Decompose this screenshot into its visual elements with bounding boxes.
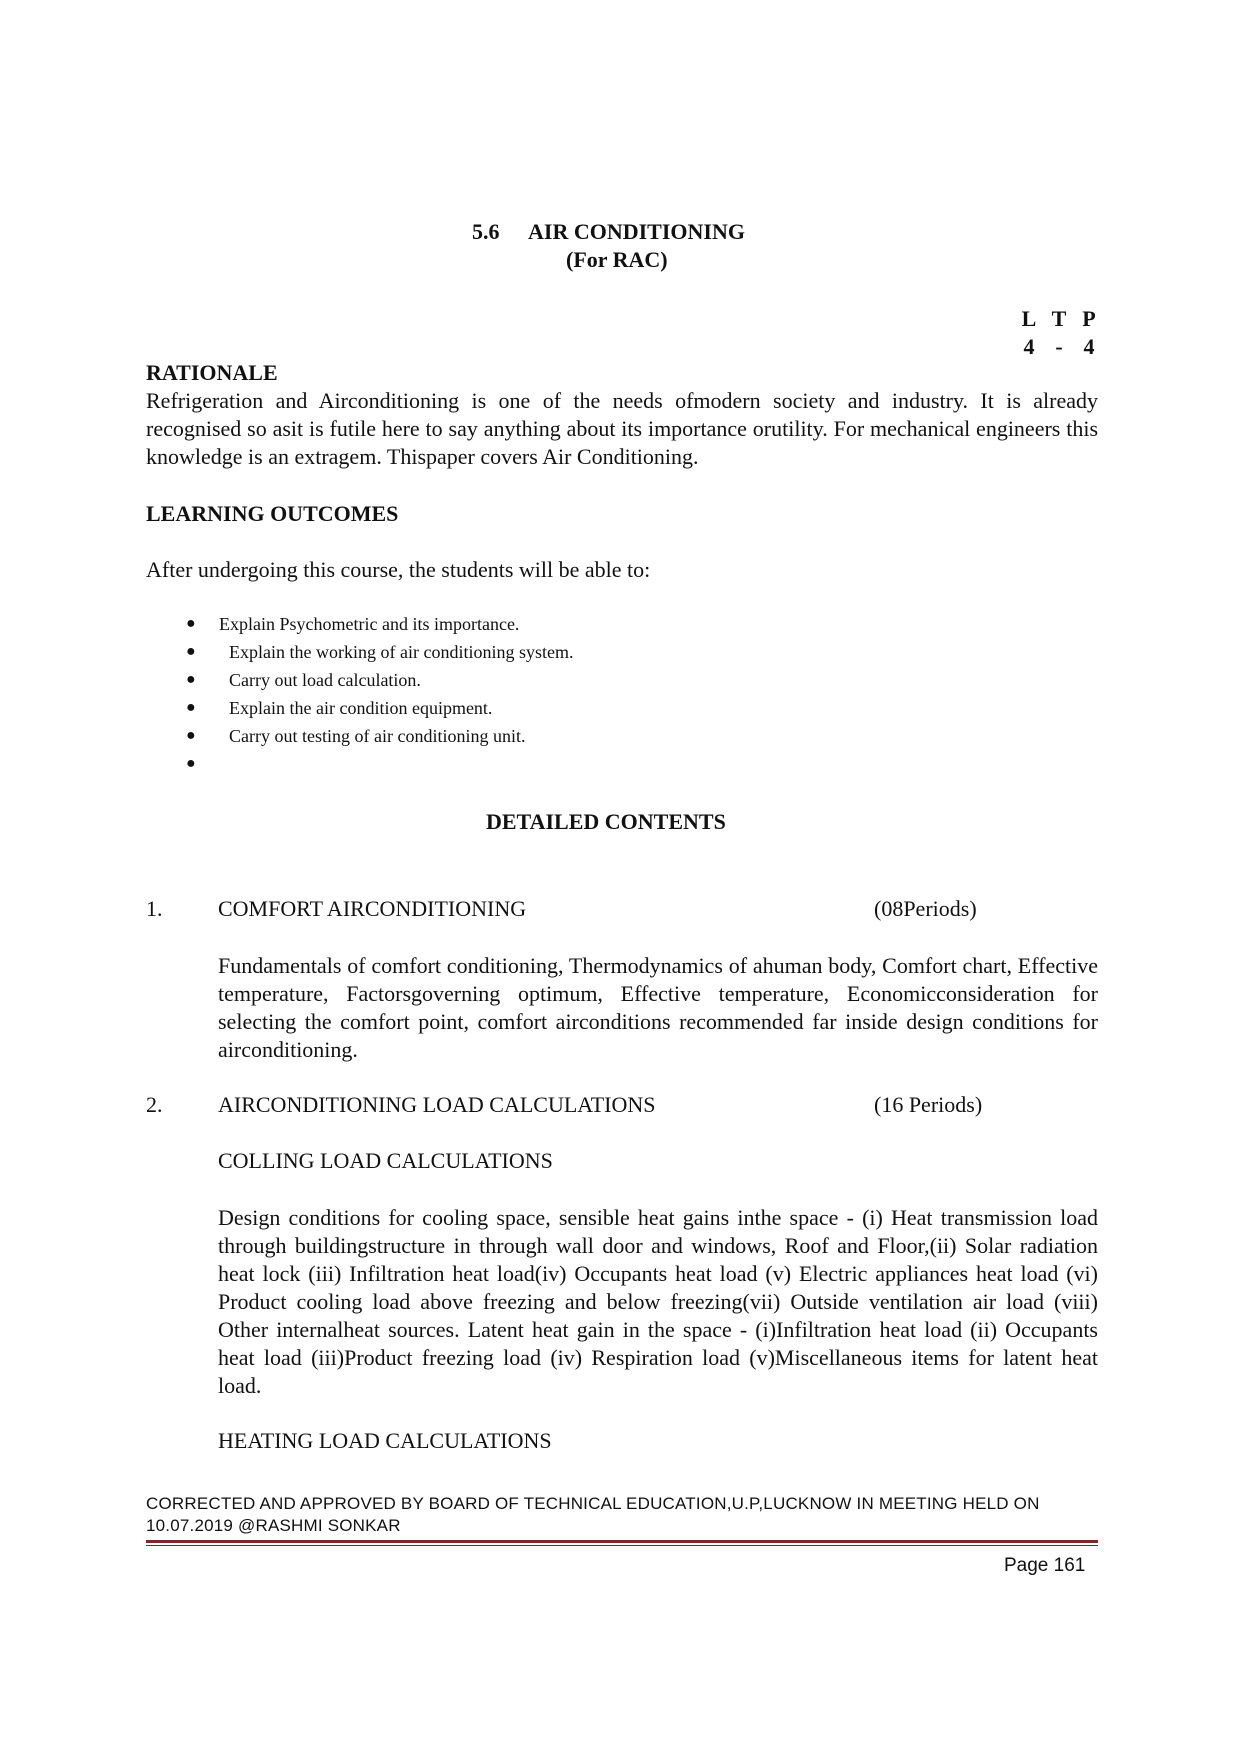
outcome-text: Explain the working of air conditioning system. xyxy=(229,642,574,662)
ltp-header-t: T xyxy=(1051,306,1067,331)
heating-load-subheading: HEATING LOAD CALCULATIONS xyxy=(218,1428,552,1453)
ltp-value-l: 4 xyxy=(1023,334,1035,359)
section-2-row xyxy=(146,1092,1098,1120)
cooling-load-subheading: COLLING LOAD CALCULATIONS xyxy=(218,1148,553,1173)
footer-note xyxy=(146,1493,1106,1537)
outcome-text: Explain the air condition equipment. xyxy=(229,698,493,718)
footer-line-1: CORRECTED AND APPROVED BY BOARD OF TECHNICAL EDUCATION,U.P,LUCKNOW IN MEETING HELD ON xyxy=(146,1494,1040,1513)
ltp-value-t: - xyxy=(1055,334,1063,359)
footer-divider-thin xyxy=(146,1545,1098,1546)
bullet-icon: ● xyxy=(186,699,196,716)
section-periods: (08Periods) xyxy=(874,896,977,921)
ltp-header-p: P xyxy=(1082,306,1096,331)
outcome-text: Carry out testing of air conditioning unit. xyxy=(229,726,526,746)
section-title: COMFORT AIRCONDITIONING xyxy=(218,896,527,921)
section-1-text: Fundamentals of comfort conditioning, Thermodynamics of ahuman body, Comfort chart, Effective temperature, Factorsgoverning optimum, Effective temperature, Economicconsideration for selecting the comfort point, comfort airconditions recommended far inside design conditions for airconditioning. xyxy=(218,953,1098,1062)
section-title: AIRCONDITIONING LOAD CALCULATIONS xyxy=(218,1092,656,1117)
bullet-icon: ● xyxy=(186,643,196,660)
ltp-table xyxy=(1014,306,1104,362)
learning-outcomes-intro: After undergoing this course, the students will be able to: xyxy=(146,557,651,582)
section-2-text: Design conditions for cooling space, sensible heat gains inthe space - (i) Heat transmission load through buildingstructure in through wall door and windows, Roof and Floor,(ii) Solar radiation heat lock (iii) Infiltration heat load(iv) Occupants heat load (v) Electric appliances heat load (vi) Product cooling load above freezing and below freezing(vii) Outside ventilation air load (viii) Other internalheat sources. Latent heat gain in the space - (i)Infiltration heat load (ii) Occupants heat load (iii)Product freezing load (iv) Respiration load (v)Miscellaneous items for latent heat load. xyxy=(218,1205,1098,1398)
bullet-icon: ● xyxy=(186,755,196,772)
footer-divider xyxy=(146,1540,1098,1543)
section-number: 2. xyxy=(146,1092,163,1117)
outcome-text: Explain Psychometric and its importance. xyxy=(219,614,520,634)
section-number: 1. xyxy=(146,896,163,921)
bullet-icon: ● xyxy=(186,671,196,688)
bullet-icon: ● xyxy=(186,727,196,744)
ltp-header-row xyxy=(1014,306,1104,334)
section-periods: (16 Periods) xyxy=(874,1092,983,1117)
course-subtitle: (For RAC) xyxy=(566,247,668,272)
rationale-heading: RATIONALE xyxy=(146,360,278,385)
learning-outcomes-heading: LEARNING OUTCOMES xyxy=(146,501,399,526)
page-number: Page 161 xyxy=(1004,1555,1086,1576)
rationale-text: Refrigeration and Airconditioning is one of the needs ofmodern society and industry. It is already recognised so asit is futile here to say anything about its importance orutility. For mechanical engineers this knowledge is an extragem. Thispaper covers Air Conditioning. xyxy=(146,388,1098,469)
outcome-text: Carry out load calculation. xyxy=(229,670,421,690)
bullet-icon: ● xyxy=(186,615,196,632)
footer-line-2: 10.07.2019 @RASHMI SONKAR xyxy=(146,1516,401,1535)
ltp-value-row xyxy=(1014,334,1104,362)
course-name: AIR CONDITIONING xyxy=(528,219,745,244)
course-number: 5.6 xyxy=(472,219,500,244)
ltp-value-p: 4 xyxy=(1083,334,1095,359)
course-title xyxy=(472,219,745,245)
detailed-contents-heading: DETAILED CONTENTS xyxy=(486,809,726,834)
section-1-row xyxy=(146,896,1098,924)
ltp-header-l: L xyxy=(1021,306,1037,331)
